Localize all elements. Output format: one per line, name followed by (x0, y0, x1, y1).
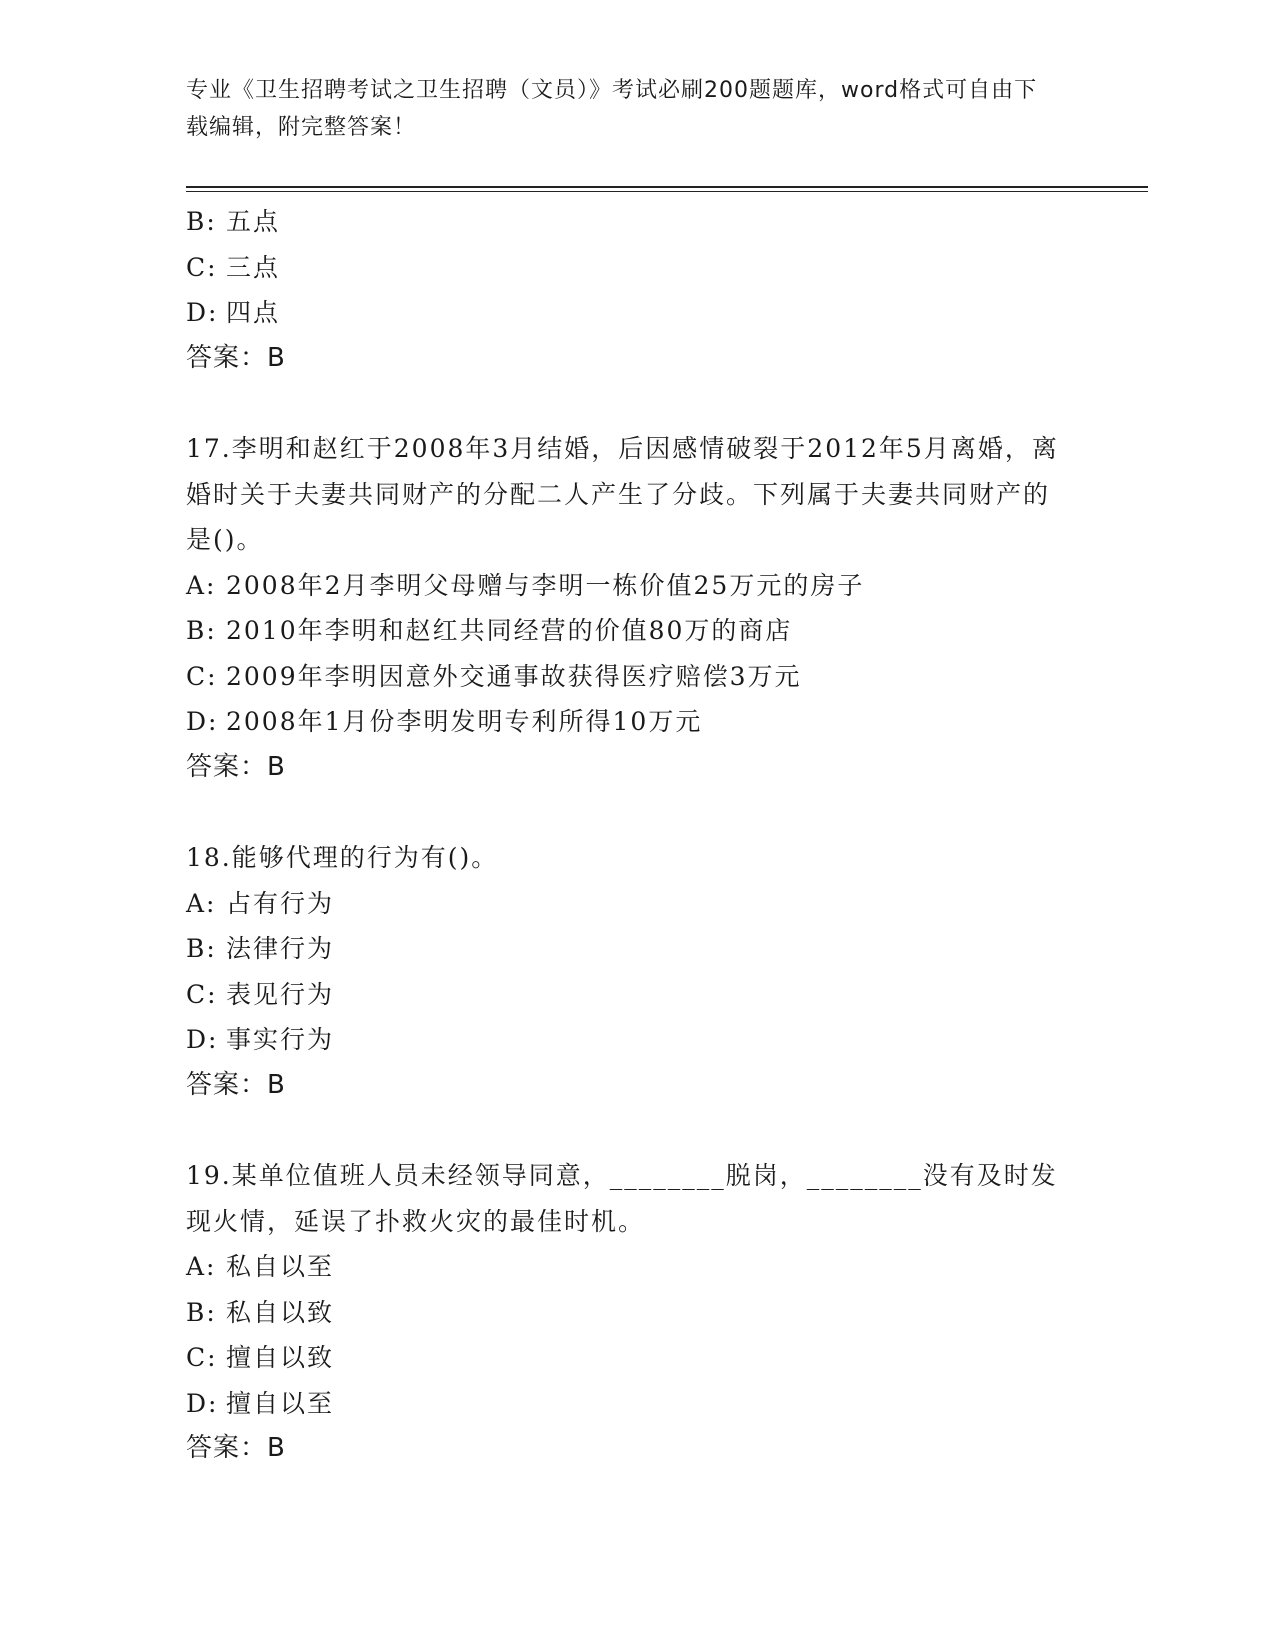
question-18 (186, 835, 1146, 1108)
option-key: C: (186, 1343, 218, 1372)
option-text: 擅自以至 (226, 1388, 335, 1418)
option-text: 五点 (226, 207, 281, 236)
answer-line: 答案：B (186, 1069, 286, 1100)
option-b (186, 1290, 1146, 1336)
option-key: C: (186, 979, 218, 1009)
option-text: 2008年2月李明父母赠与李明一栋价值25万元的房子 (226, 570, 865, 600)
answer-line: 答案：B (186, 1433, 286, 1463)
option-d (186, 1017, 1146, 1063)
option-key: A: (186, 570, 217, 600)
question-stem: 18.能够代理的行为有()。 (186, 843, 499, 872)
option-text: 事实行为 (226, 1025, 335, 1054)
option-key: B: (186, 616, 217, 645)
option-key: D: (186, 707, 219, 736)
option-d (186, 1381, 1146, 1427)
option-c (186, 1335, 1146, 1381)
option-text: 表见行为 (226, 979, 335, 1009)
option-key: D: (186, 298, 219, 327)
option-text: 2009年李明因意外交通事故获得医疗赔偿3万元 (226, 661, 802, 691)
question-content (186, 199, 1146, 1472)
option-key: A: (186, 1252, 217, 1281)
option-key: D: (186, 1025, 219, 1054)
option-c (186, 245, 1146, 291)
document-page (186, 72, 1146, 1472)
option-d (186, 290, 1146, 336)
option-c (186, 654, 1146, 700)
question-stem: 17.李明和赵红于2008年3月结婚，后因感情破裂于2012年5月离婚，离婚时关于夫妻共同财产的分配二人产生了分歧。下列属于夫妻共同财产的是()。 (186, 434, 1059, 554)
option-key: B: (186, 1297, 217, 1327)
option-text: 私自以致 (226, 1297, 335, 1327)
option-key: D: (186, 1388, 219, 1418)
document-header: 专业《卫生招聘考试之卫生招聘（文员）》考试必刷200题题库，word格式可自由下载编辑，附完整答案！ (186, 78, 1038, 140)
question-17 (186, 426, 1146, 790)
option-a (186, 881, 1146, 927)
option-b (186, 608, 1146, 654)
option-text: 2010年李明和赵红共同经营的价值80万的商店 (226, 616, 793, 645)
option-a (186, 1244, 1146, 1290)
question-stem: 19.某单位值班人员未经领导同意，________脱岗，________没有及时发现火情，延误了扑救火灾的最佳时机。 (186, 1161, 1058, 1236)
option-text: 擅自以致 (226, 1343, 335, 1372)
option-text: 2008年1月份李明发明专利所得10万元 (226, 707, 703, 736)
option-c (186, 972, 1146, 1018)
option-b (186, 199, 1146, 245)
option-a (186, 563, 1146, 609)
option-text: 法律行为 (226, 934, 335, 963)
option-key: C: (186, 252, 218, 282)
header-divider (186, 186, 1148, 192)
prev-question (186, 199, 1146, 381)
option-text: 占有行为 (226, 888, 335, 918)
question-19 (186, 1153, 1146, 1472)
option-text: 三点 (226, 252, 281, 282)
option-key: B: (186, 207, 217, 236)
option-text: 四点 (226, 298, 281, 327)
option-key: B: (186, 934, 217, 963)
option-d (186, 699, 1146, 745)
option-key: A: (186, 888, 217, 918)
answer-line: 答案：B (186, 751, 286, 782)
option-key: C: (186, 661, 218, 691)
option-b (186, 926, 1146, 972)
answer-line: 答案：B (186, 342, 286, 373)
option-text: 私自以至 (226, 1252, 335, 1281)
